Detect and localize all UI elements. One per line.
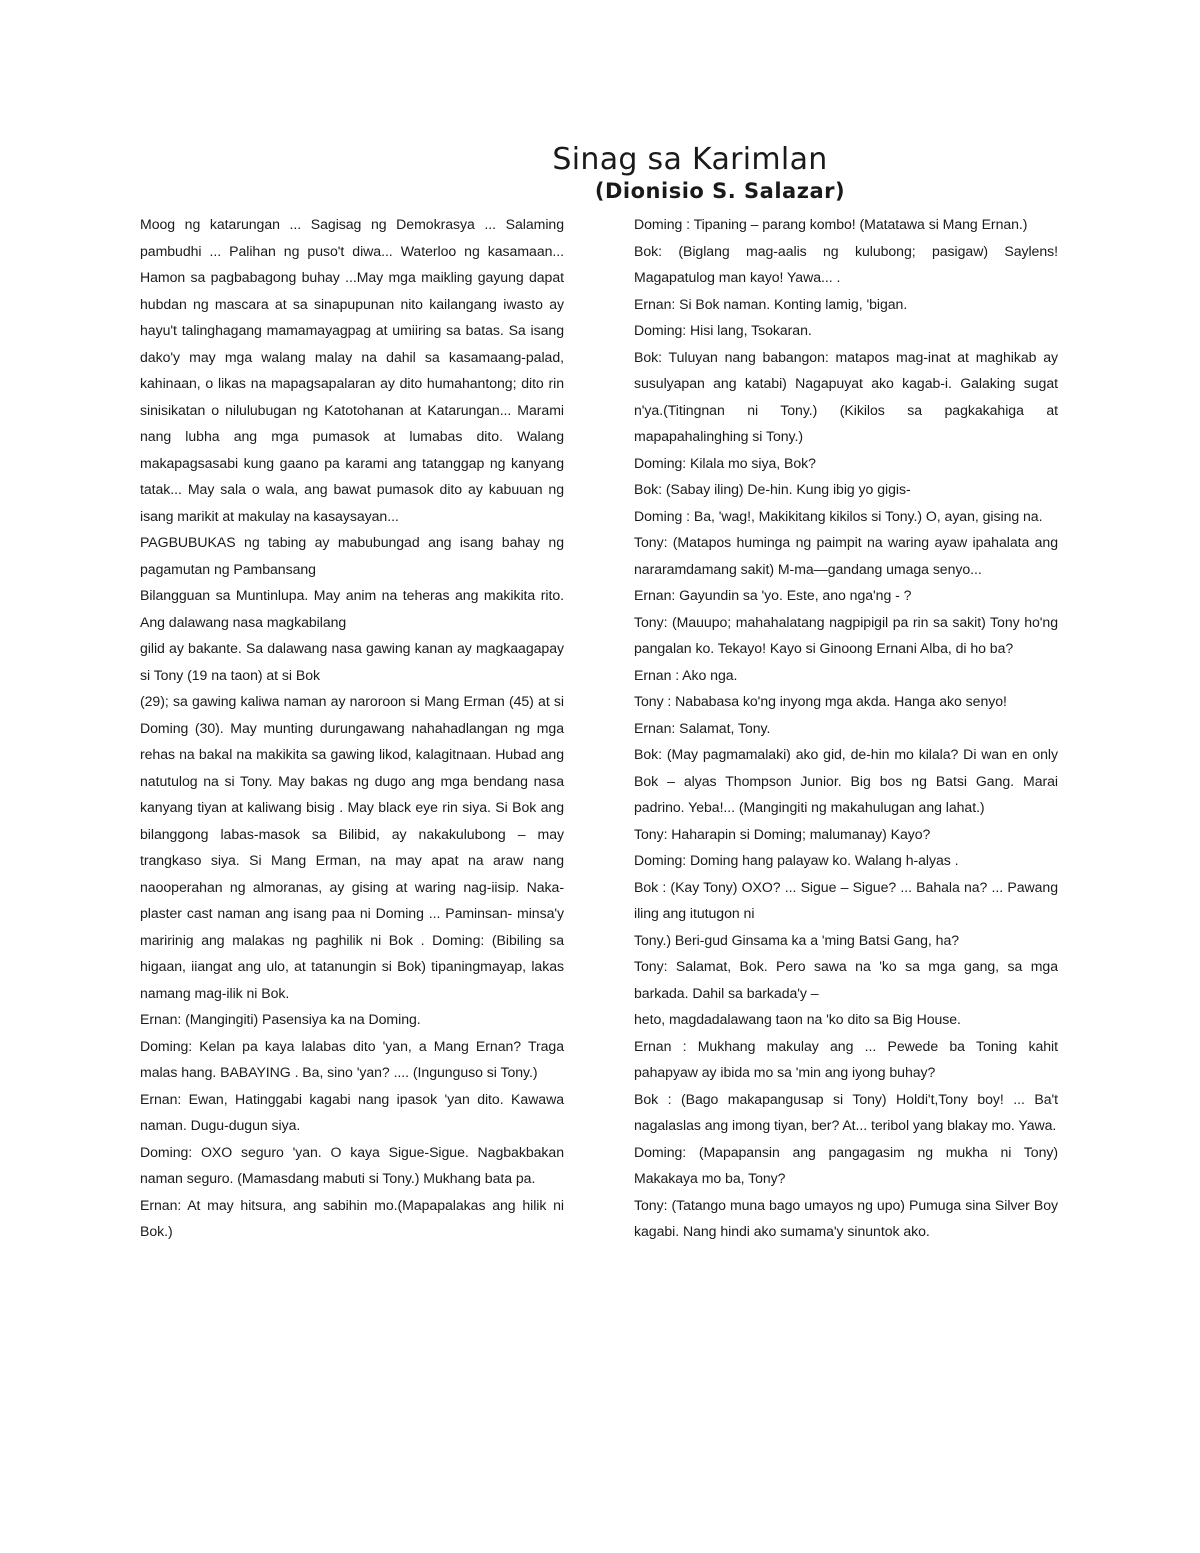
paragraph: (29); sa gawing kaliwa naman ay naroroon si Mang Erman (45) at si Doming (30). May munting durungawang nahahadlangan ng mga rehas na bakal na makikita sa gawing likod, kalagitnaan. Hubad ang natutulog na si Tony. May bakas ng dugo ang mga bendang nasa kanyang tiyan at kaliwang bisig . May black eye rin siya. Si Bok ang bilanggong labas-masok sa Bilibid, ay nakakulubong – may trangkaso siya. Si Mang Erman, na may apat na araw nang naooperahan ng almoranas, ay gising at waring nag-iisip. Naka-plaster cast naman ang isang paa ni Doming ... Paminsan- minsa'y maririnig ang malakas ng paghilik ni Bok . Doming: (Bibiling sa higaan, iiangat ang ulo, at tatanungin si Bok) tipaningmayap, lakas namang mag-ilik ni Bok. [140,693,564,1001]
paragraph: PAGBUBUKAS ng tabing ay mabubungad ang isang bahay ng pagamutan ng Pambansang [140,534,564,577]
paragraph: Bok: (Biglang mag-aalis ng kulubong; pasigaw) Saylens! Magapatulog man kayo! Yawa... . [634,242,1058,285]
paragraph: Bok: (Sabay iling) De-hin. Kung ibig yo gigis- [634,481,911,497]
paragraph: Tony: Haharapin si Doming; malumanay) Kayo? [634,825,931,842]
paragraph: Doming : Tipaning – parang kombo! (Matatawa si Mang Ernan.) [634,216,1028,232]
paragraph: Ernan: Ewan, Hatinggabi kagabi nang ipasok 'yan dito. Kawawa naman. Dugu-dugun siya. [140,1090,564,1133]
paragraph: Tony.) Beri-gud Ginsama ka a 'ming Batsi Gang, ha? [634,931,960,948]
paragraph: Ernan: Si Bok naman. Konting lamig, 'bigan. [634,295,908,312]
paragraph: Tony: Salamat, Bok. Pero sawa na 'ko sa mga gang, sa mga barkada. Dahil sa barkada'y – [634,958,1058,1001]
paragraph: Bok: (May pagmamalaki) ako gid, de-hin mo kilala? Di wan en only Bok – alyas Thompson Junior. Big bos ng Batsi Gang. Marai padrino. Yeba!... (Mangingiti ng makahulugan ang lahat.) [634,746,1058,815]
paragraph: Tony: (Tatango muna bago umayos ng upo) Pumuga sina Silver Boy kagabi. Nang hindi ako sumama'y sinuntok ako. [634,1196,1058,1239]
paragraph: Moog ng katarungan ... Sagisag ng Demokrasya ... Salaming pambudhi ... Palihan ng puso't diwa... Waterloo ng kasamaan... Hamon sa pagbabagong buhay ...May mga maikling gayung dapat hubdan ng mascara at sa sinapupunan nito kailangang iwasto ay hayu't talinghagang mamamayagpag at umiiring sa batas. Sa isang dako'y may mga walang malay na dahil sa kasamaang-palad, kahinaan, o likas na mapagsapalaran ay dito humahantong; dito rin sinisikatan o nilulubugan ng Katotohanan at Katarungan... Marami nang lubha ang mga pumasok at lumabas dito. Walang makapagsasabi kung gaano pa karami ang tatanggap ng kanyang tatak... May sala o wala, ang bawat pumasok dito ay kabuuan ng isang marikit at makulay na kasaysayan... [140,216,564,524]
paragraph: Doming: Doming hang palayaw ko. Walang h-alyas . [634,852,959,868]
paragraph: Ernan: Salamat, Tony. [634,719,771,736]
paragraph: Doming : Ba, 'wag!, Makikitang kikilos si Tony.) O, ayan, gising na. [634,507,1043,524]
paragraph: Bilangguan sa Muntinlupa. May anim na teheras ang makikita rito. Ang dalawang nasa magkabilang [140,587,564,630]
paragraph: Bok : (Kay Tony) OXO? ... Sigue – Sigue? ... Bahala na? ... Pawang iling ang itutugon ni [634,878,1058,921]
document-title: Sinag sa Karimlan [552,142,828,177]
paragraph: Doming: Hisi lang, Tsokaran. [634,322,812,338]
paragraph: Bok : (Bago makapangusap si Tony) Holdi't,Tony boy! ... Ba't nagalaslas ang imong tiyan, ber? At... teribol yang blakay mo. Yawa. [634,1090,1058,1133]
paragraph: Ernan : Ako nga. [634,666,738,683]
paragraph: Tony: (Mauupo; mahahalatang nagpipigil pa rin sa sakit) Tony ho'ng pangalan ko. Tekayo! Kayo si Ginoong Ernani Alba, di ho ba? [634,613,1058,656]
paragraph: Doming: (Mapapansin ang pangagasim ng mukha ni Tony) Makakaya mo ba, Tony? [634,1143,1058,1186]
paragraph: Ernan: Gayundin sa 'yo. Este, ano nga'ng - ? [634,587,912,603]
paragraph: Tony : Nababasa ko'ng inyong mga akda. Hanga ako senyo! [634,693,1007,709]
paragraph: heto, magdadalawang taon na 'ko dito sa Big House. [634,1011,961,1027]
document-author: (Dionisio S. Salazar) [594,179,846,203]
paragraph: Doming: Kelan pa kaya lalabas dito 'yan, a Mang Ernan? Traga malas hang. BABAYING . Ba, sino 'yan? .... (Ingunguso si Tony.) [140,1037,564,1080]
paragraph: Doming: OXO seguro 'yan. O kaya Sigue-Sigue. Nagbakbakan naman seguro. (Mamasdang mabuti si Tony.) Mukhang bata pa. [140,1143,564,1186]
paragraph: Doming: Kilala mo siya, Bok? [634,454,816,471]
paragraph: Ernan: At may hitsura, ang sabihin mo.(Mapapalakas ang hilik ni Bok.) [140,1196,564,1239]
left-column [140,211,564,1245]
paragraph: Tony: (Matapos huminga ng paimpit na waring ayaw ipahalata ang nararamdamang sakit) M-ma—gandang umaga senyo... [634,534,1058,577]
paragraph: Bok: Tuluyan nang babangon: matapos mag-inat at maghikab ay susulyapan ang katabi) Nagapuyat ako kagab-i. Galaking sugat n'ya.(Titingnan ni Tony.) (Kikilos sa pagkakahiga at mapapahalinghing si Tony.) [634,348,1058,444]
paragraph: Ernan: (Mangingiti) Pasensiya ka na Doming. [140,1011,421,1027]
paragraph: Ernan : Mukhang makulay ang ... Pewede ba Toning kahit pahapyaw ay ibida mo sa 'min ang iyong buhay? [634,1037,1058,1080]
right-column [634,211,1058,1245]
paragraph: gilid ay bakante. Sa dalawang nasa gawing kanan ay magkaagapay si Tony (19 na taon) at si Bok [140,640,564,683]
